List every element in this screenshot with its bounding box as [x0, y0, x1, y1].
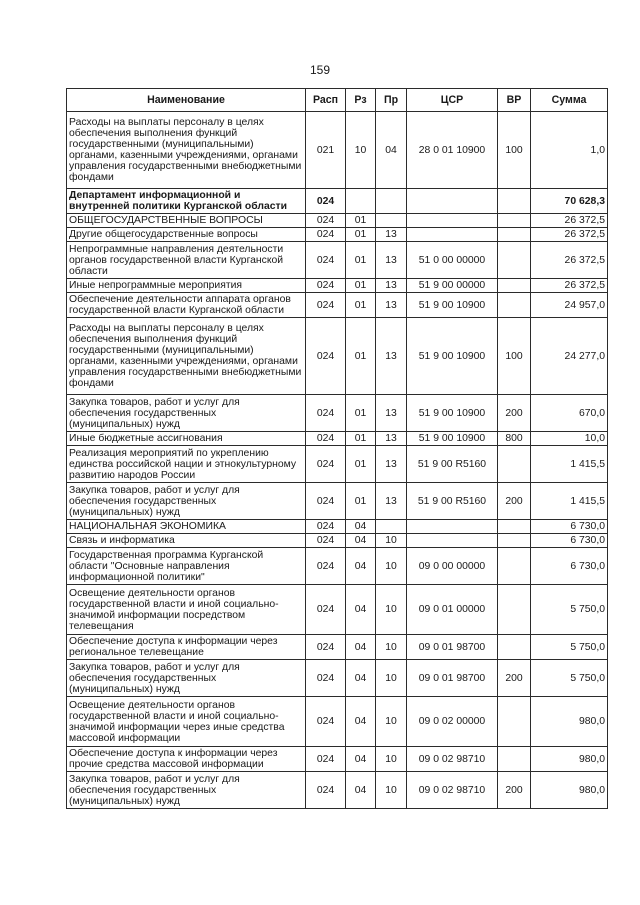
header-rasp: Расп [306, 89, 346, 112]
row-sum: 24 277,0 [531, 318, 608, 395]
row-rasp: 024 [306, 635, 346, 660]
row-sum: 6 730,0 [531, 520, 608, 534]
row-csr: 51 9 00 00000 [407, 279, 498, 293]
row-rz: 04 [346, 660, 376, 697]
row-rz: 01 [346, 228, 376, 242]
table-row [67, 395, 608, 432]
row-name: НАЦИОНАЛЬНАЯ ЭКОНОМИКА [67, 520, 306, 534]
table-row [67, 318, 608, 395]
row-name: Закупка товаров, работ и услуг для обеспечения государственных (муниципальных) нужд [67, 483, 306, 520]
table-row [67, 520, 608, 534]
row-sum: 980,0 [531, 747, 608, 772]
row-sum: 24 957,0 [531, 293, 608, 318]
row-rz: 10 [346, 112, 376, 189]
row-pr: 13 [376, 242, 407, 279]
header-name: Наименование [67, 89, 306, 112]
row-sum: 26 372,5 [531, 214, 608, 228]
header-sum: Сумма [531, 89, 608, 112]
row-csr: 09 0 01 98700 [407, 660, 498, 697]
row-sum: 26 372,5 [531, 242, 608, 279]
row-name: Обеспечение доступа к информации через прочие средства массовой информации [67, 747, 306, 772]
table-row [67, 279, 608, 293]
row-rz: 01 [346, 293, 376, 318]
row-csr: 09 0 00 00000 [407, 548, 498, 585]
row-rasp: 024 [306, 228, 346, 242]
row-vr: 200 [498, 483, 531, 520]
row-rz: 01 [346, 214, 376, 228]
row-vr [498, 189, 531, 214]
row-csr: 51 9 00 10900 [407, 395, 498, 432]
row-vr [498, 242, 531, 279]
row-pr: 10 [376, 772, 407, 809]
row-vr: 200 [498, 395, 531, 432]
row-name: Освещение деятельности органов государственной власти и иной социально-значимой информации через иные средства массовой информации [67, 697, 306, 747]
row-pr: 13 [376, 293, 407, 318]
table-row [67, 228, 608, 242]
table-row [67, 189, 608, 214]
row-rasp: 024 [306, 293, 346, 318]
row-name: Освещение деятельности органов государственной власти и иной социально-значимой информации посредством телевещания [67, 585, 306, 635]
row-sum: 670,0 [531, 395, 608, 432]
row-pr: 13 [376, 446, 407, 483]
row-rasp: 024 [306, 483, 346, 520]
table-row [67, 446, 608, 483]
row-pr: 13 [376, 395, 407, 432]
row-rasp: 024 [306, 189, 346, 214]
table-row [67, 242, 608, 279]
row-csr: 09 0 02 98710 [407, 772, 498, 809]
row-sum: 980,0 [531, 697, 608, 747]
table-row [67, 747, 608, 772]
row-rz: 04 [346, 747, 376, 772]
table-row [67, 483, 608, 520]
row-rz: 04 [346, 697, 376, 747]
row-csr: 09 0 01 00000 [407, 585, 498, 635]
row-vr [498, 747, 531, 772]
header-csr: ЦСР [407, 89, 498, 112]
row-sum: 10,0 [531, 432, 608, 446]
row-rasp: 024 [306, 548, 346, 585]
row-sum: 5 750,0 [531, 660, 608, 697]
row-pr: 10 [376, 660, 407, 697]
row-rasp: 024 [306, 279, 346, 293]
header-row [67, 89, 608, 112]
row-vr: 100 [498, 112, 531, 189]
row-pr: 10 [376, 534, 407, 548]
row-csr: 51 9 00 10900 [407, 293, 498, 318]
row-name: ОБЩЕГОСУДАРСТВЕННЫЕ ВОПРОСЫ [67, 214, 306, 228]
row-rz: 01 [346, 483, 376, 520]
row-csr: 51 9 00 10900 [407, 318, 498, 395]
row-pr: 10 [376, 585, 407, 635]
table-row [67, 635, 608, 660]
row-vr: 200 [498, 660, 531, 697]
row-vr: 800 [498, 432, 531, 446]
row-sum: 6 730,0 [531, 548, 608, 585]
table-row [67, 112, 608, 189]
row-vr [498, 228, 531, 242]
row-rasp: 024 [306, 697, 346, 747]
row-pr: 10 [376, 548, 407, 585]
row-sum: 1,0 [531, 112, 608, 189]
row-csr: 28 0 01 10900 [407, 112, 498, 189]
row-rasp: 024 [306, 446, 346, 483]
row-name: Закупка товаров, работ и услуг для обеспечения государственных (муниципальных) нужд [67, 772, 306, 809]
row-rasp: 024 [306, 242, 346, 279]
row-name: Иные бюджетные ассигнования [67, 432, 306, 446]
row-name: Расходы на выплаты персоналу в целях обеспечения выполнения функций государственными (муниципальными) органами, казенными учреждениями, органами управления государственными внебюджетными фондами [67, 318, 306, 395]
row-name: Государственная программа Курганской области "Основные направления информационной политики" [67, 548, 306, 585]
row-pr: 10 [376, 635, 407, 660]
header-rz: Рз [346, 89, 376, 112]
row-sum: 980,0 [531, 772, 608, 809]
row-rz: 04 [346, 534, 376, 548]
row-csr [407, 228, 498, 242]
row-rz: 01 [346, 279, 376, 293]
row-csr: 51 9 00 10900 [407, 432, 498, 446]
table-row [67, 293, 608, 318]
row-csr [407, 534, 498, 548]
row-vr [498, 585, 531, 635]
row-csr: 51 9 00 R5160 [407, 446, 498, 483]
header-pr: Пр [376, 89, 407, 112]
row-pr: 13 [376, 483, 407, 520]
row-name: Обеспечение деятельности аппарата органов государственной власти Курганской области [67, 293, 306, 318]
row-name: Другие общегосударственные вопросы [67, 228, 306, 242]
row-rz: 01 [346, 446, 376, 483]
page-number: 159 [309, 63, 331, 77]
row-sum: 1 415,5 [531, 446, 608, 483]
row-rasp: 024 [306, 318, 346, 395]
row-pr [376, 214, 407, 228]
table-row [67, 432, 608, 446]
budget-table [66, 88, 608, 809]
row-name: Расходы на выплаты персоналу в целях обеспечения выполнения функций государственными (муниципальными) органами, казенными учреждениями, органами управления государственными внебюджетными фондами [67, 112, 306, 189]
row-vr [498, 520, 531, 534]
row-pr: 04 [376, 112, 407, 189]
row-sum: 70 628,3 [531, 189, 608, 214]
row-pr: 13 [376, 279, 407, 293]
row-pr: 13 [376, 318, 407, 395]
row-vr: 200 [498, 772, 531, 809]
row-rasp: 024 [306, 747, 346, 772]
row-name: Закупка товаров, работ и услуг для обеспечения государственных (муниципальных) нужд [67, 395, 306, 432]
row-name: Непрограммные направления деятельности органов государственной власти Курганской области [67, 242, 306, 279]
row-rz [346, 189, 376, 214]
row-rz: 01 [346, 242, 376, 279]
table-row [67, 214, 608, 228]
table-row [67, 697, 608, 747]
row-name: Иные непрограммные мероприятия [67, 279, 306, 293]
row-csr [407, 520, 498, 534]
row-vr [498, 635, 531, 660]
row-csr [407, 189, 498, 214]
row-rasp: 021 [306, 112, 346, 189]
row-sum: 6 730,0 [531, 534, 608, 548]
row-csr: 09 0 02 98710 [407, 747, 498, 772]
row-rz: 04 [346, 772, 376, 809]
row-rasp: 024 [306, 520, 346, 534]
row-csr: 51 9 00 R5160 [407, 483, 498, 520]
row-rz: 01 [346, 395, 376, 432]
row-vr [498, 279, 531, 293]
row-rasp: 024 [306, 772, 346, 809]
row-pr [376, 189, 407, 214]
table-row [67, 660, 608, 697]
row-csr: 51 0 00 00000 [407, 242, 498, 279]
row-name: Обеспечение доступа к информации через региональное телевещание [67, 635, 306, 660]
row-pr: 13 [376, 228, 407, 242]
row-vr [498, 446, 531, 483]
row-csr [407, 214, 498, 228]
row-pr: 13 [376, 432, 407, 446]
row-csr: 09 0 02 00000 [407, 697, 498, 747]
table-row [67, 534, 608, 548]
table-row [67, 548, 608, 585]
row-rz: 01 [346, 432, 376, 446]
row-sum: 5 750,0 [531, 585, 608, 635]
row-sum: 5 750,0 [531, 635, 608, 660]
row-rasp: 024 [306, 214, 346, 228]
table-row [67, 585, 608, 635]
row-rz: 04 [346, 585, 376, 635]
row-rz: 04 [346, 520, 376, 534]
row-rasp: 024 [306, 660, 346, 697]
row-vr [498, 214, 531, 228]
row-rz: 04 [346, 548, 376, 585]
row-sum: 26 372,5 [531, 279, 608, 293]
row-rasp: 024 [306, 534, 346, 548]
row-sum: 26 372,5 [531, 228, 608, 242]
row-sum: 1 415,5 [531, 483, 608, 520]
row-rz: 01 [346, 318, 376, 395]
row-pr: 10 [376, 697, 407, 747]
row-name: Департамент информационной и внутренней политики Курганской области [67, 189, 306, 214]
row-pr: 10 [376, 747, 407, 772]
row-vr [498, 534, 531, 548]
row-pr [376, 520, 407, 534]
row-vr [498, 697, 531, 747]
row-name: Реализация мероприятий по укреплению единства российской нации и этнокультурному развитию народов России [67, 446, 306, 483]
header-vr: ВР [498, 89, 531, 112]
row-rasp: 024 [306, 585, 346, 635]
row-vr [498, 548, 531, 585]
row-name: Связь и информатика [67, 534, 306, 548]
row-rz: 04 [346, 635, 376, 660]
row-name: Закупка товаров, работ и услуг для обеспечения государственных (муниципальных) нужд [67, 660, 306, 697]
row-csr: 09 0 01 98700 [407, 635, 498, 660]
row-vr: 100 [498, 318, 531, 395]
table-row [67, 772, 608, 809]
row-vr [498, 293, 531, 318]
row-rasp: 024 [306, 432, 346, 446]
row-rasp: 024 [306, 395, 346, 432]
